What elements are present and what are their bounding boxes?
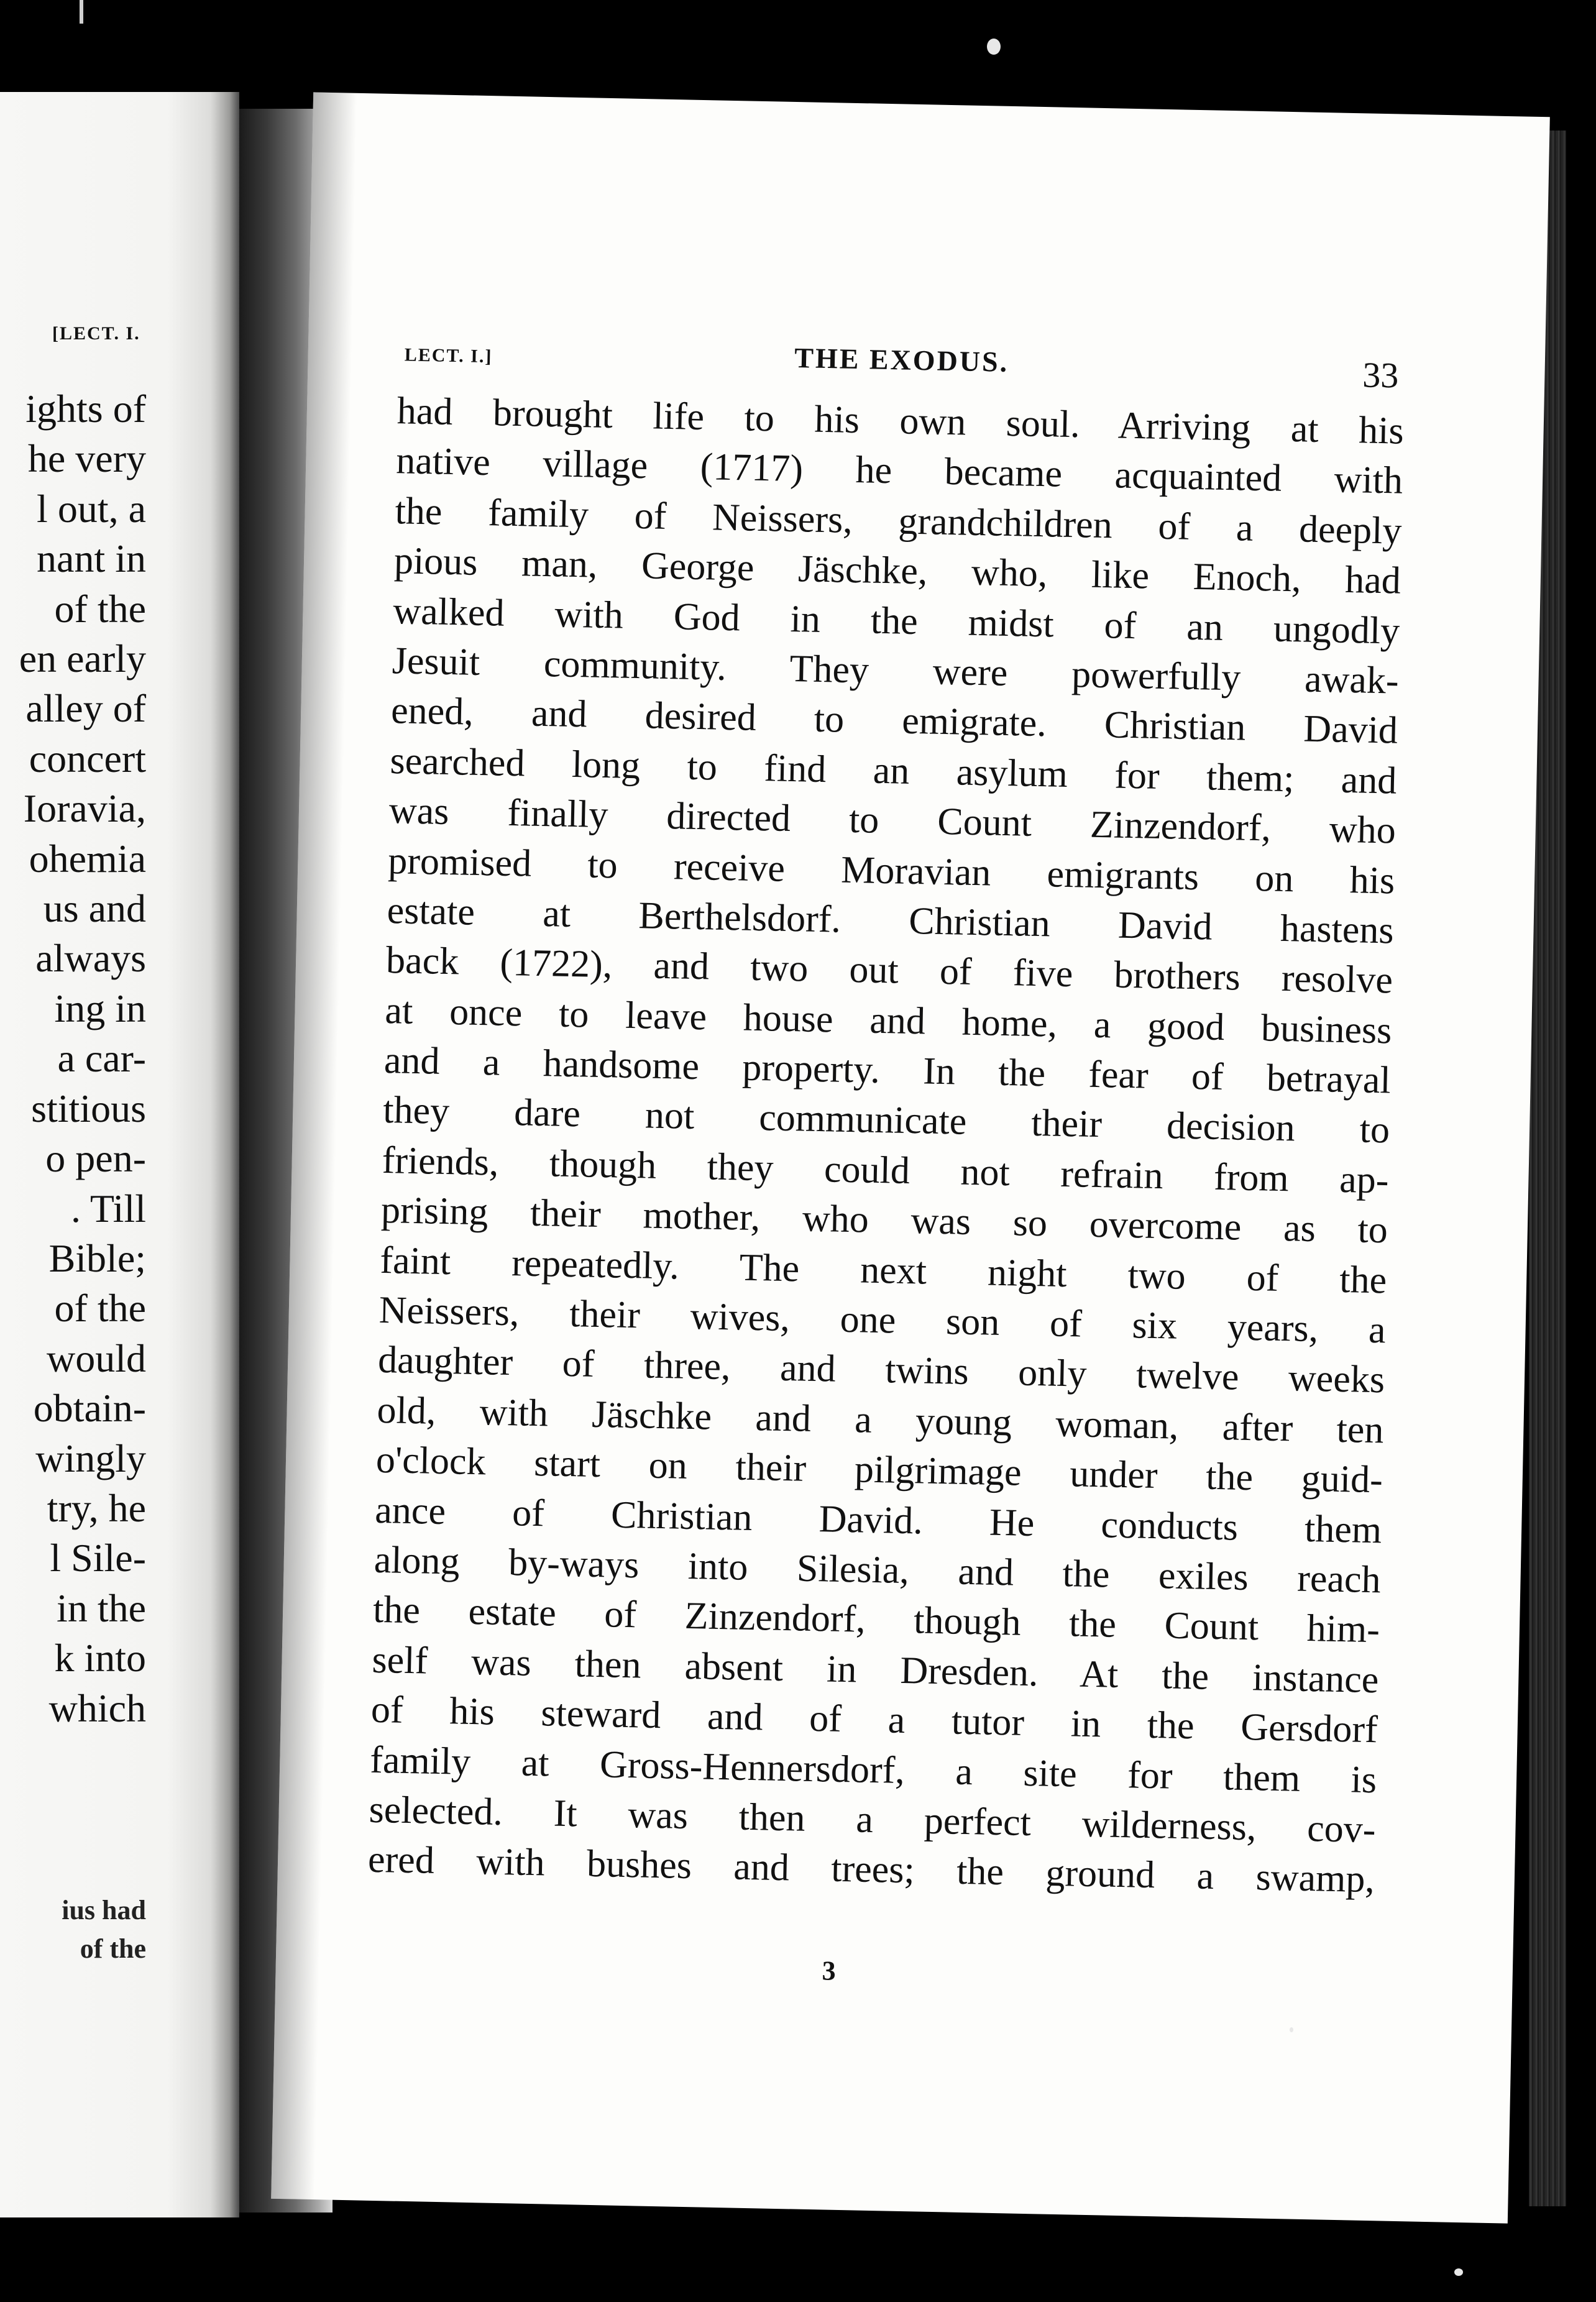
left-text-line: o pen- [45,1136,146,1181]
text-line: family at Gross-Hennersdorf, a site for them is [369,1738,1377,1801]
left-text-line: concert [29,736,146,781]
left-text-line: he very [27,436,146,481]
left-text-line: Bible; [48,1236,146,1280]
left-text-line: of the [54,1286,146,1331]
left-page-text [19,384,146,1733]
text-line: faint repeatedly. The next night two of the [379,1239,1387,1302]
body-text [367,386,1404,1905]
right-page [271,92,1550,2223]
left-text-line: always [35,936,146,981]
text-line: the estate of Zinzendorf, though the Count him- [372,1589,1380,1651]
lecture-label: LECT. I.] [404,344,493,367]
text-line: had brought life to his own soul. Arriving at his [397,390,1405,452]
left-text-line: of the [54,586,146,631]
text-line: along by-ways into Silesia, and the exiles reach [374,1538,1382,1602]
left-text-line: ing in [54,986,146,1030]
page-header [404,333,1399,397]
text-line: was finally directed to Count Zinzendorf, who [388,789,1396,852]
text-line: prising their mother, who was so overcome as to [380,1189,1388,1252]
text-line: promised to receive Moravian emigrants on his [387,839,1395,902]
left-text-line: Ioravia, [23,786,146,831]
left-text-line: us and [43,886,146,931]
left-page-header: [LECT. I. [52,323,140,344]
text-line: old, with Jäschke and a young woman, after ten [377,1388,1385,1452]
text-line: and a handsome property. In the fear of betrayal [383,1039,1392,1102]
left-text-line: ohemia [29,836,146,881]
left-text-line: try, he [47,1485,146,1530]
left-page [0,92,239,2217]
left-text-line: en early [19,636,146,681]
text-line: Neissers, their wives, one son of six years, a [378,1288,1387,1352]
speck [987,39,1001,55]
text-line: back (1722), and two out of five brothers resolve [385,939,1393,1002]
left-text-line: ights of [25,387,146,431]
left-text-line: l out, a [37,486,146,531]
text-line: selected. It was then a perfect wilderness, cov- [369,1788,1377,1851]
text-line: pious man, George Jäschke, who, like Enoch, had [393,539,1401,602]
left-text-line: nant in [37,536,146,581]
left-text-line: l Sile- [50,1536,146,1580]
text-line: they dare not communicate their decision to [382,1089,1390,1152]
text-line: native village (1717) he became acquainted with [395,439,1403,503]
left-text-line: . Till [70,1186,146,1231]
left-text-line: in the [57,1585,146,1630]
running-title: THE EXODUS. [794,342,1009,378]
text-line: ened, and desired to emigrate. Christian David [390,689,1398,752]
text-line: o'clock start on their pilgrimage under the guid- [375,1439,1383,1502]
left-text-line: would [47,1336,146,1380]
left-footnote-line: of the [80,1933,146,1964]
speck [1454,2268,1463,2276]
left-page-fragment [0,92,239,2217]
left-text-line: obtain- [33,1386,146,1431]
left-text-line: k into [54,1636,146,1681]
text-line: self was then absent in Dresden. At the instance [371,1638,1379,1702]
text-line: Jesuit community. They were powerfully awak- [392,640,1400,702]
text-line: ered with bushes and trees; the ground a swamp, [367,1838,1375,1901]
left-text-line: which [48,1685,146,1730]
page-number: 33 [1362,354,1400,396]
left-text-line: alley of [25,686,146,731]
text-line: the family of Neissers, grandchildren of a deeply [395,489,1403,553]
text-line: walked with God in the midst of an ungodly [392,589,1400,653]
signature-mark: 3 [822,1955,837,1986]
speck [1290,2027,1293,2032]
left-text-line: a car- [57,1036,146,1081]
text-line: daughter of three, and twins only twelve weeks [377,1339,1385,1401]
left-text-line: wingly [35,1436,146,1480]
text-line: friends, though they could not refrain from ap- [382,1139,1390,1202]
left-page-footnotes [62,1891,146,1968]
text-line: at once to leave house and home, a good business [384,989,1392,1052]
scan-mark [80,0,83,24]
text-line: of his steward and of a tutor in the Gersdorf [370,1688,1378,1751]
text-line: estate at Berthelsdorf. Christian David hastens [387,889,1395,952]
left-footnote-line: ius had [62,1895,146,1925]
text-line: ance of Christian David. He conducts them [374,1488,1382,1551]
left-text-line: stitious [31,1086,146,1130]
text-line: searched long to find an asylum for them; and [389,739,1398,802]
